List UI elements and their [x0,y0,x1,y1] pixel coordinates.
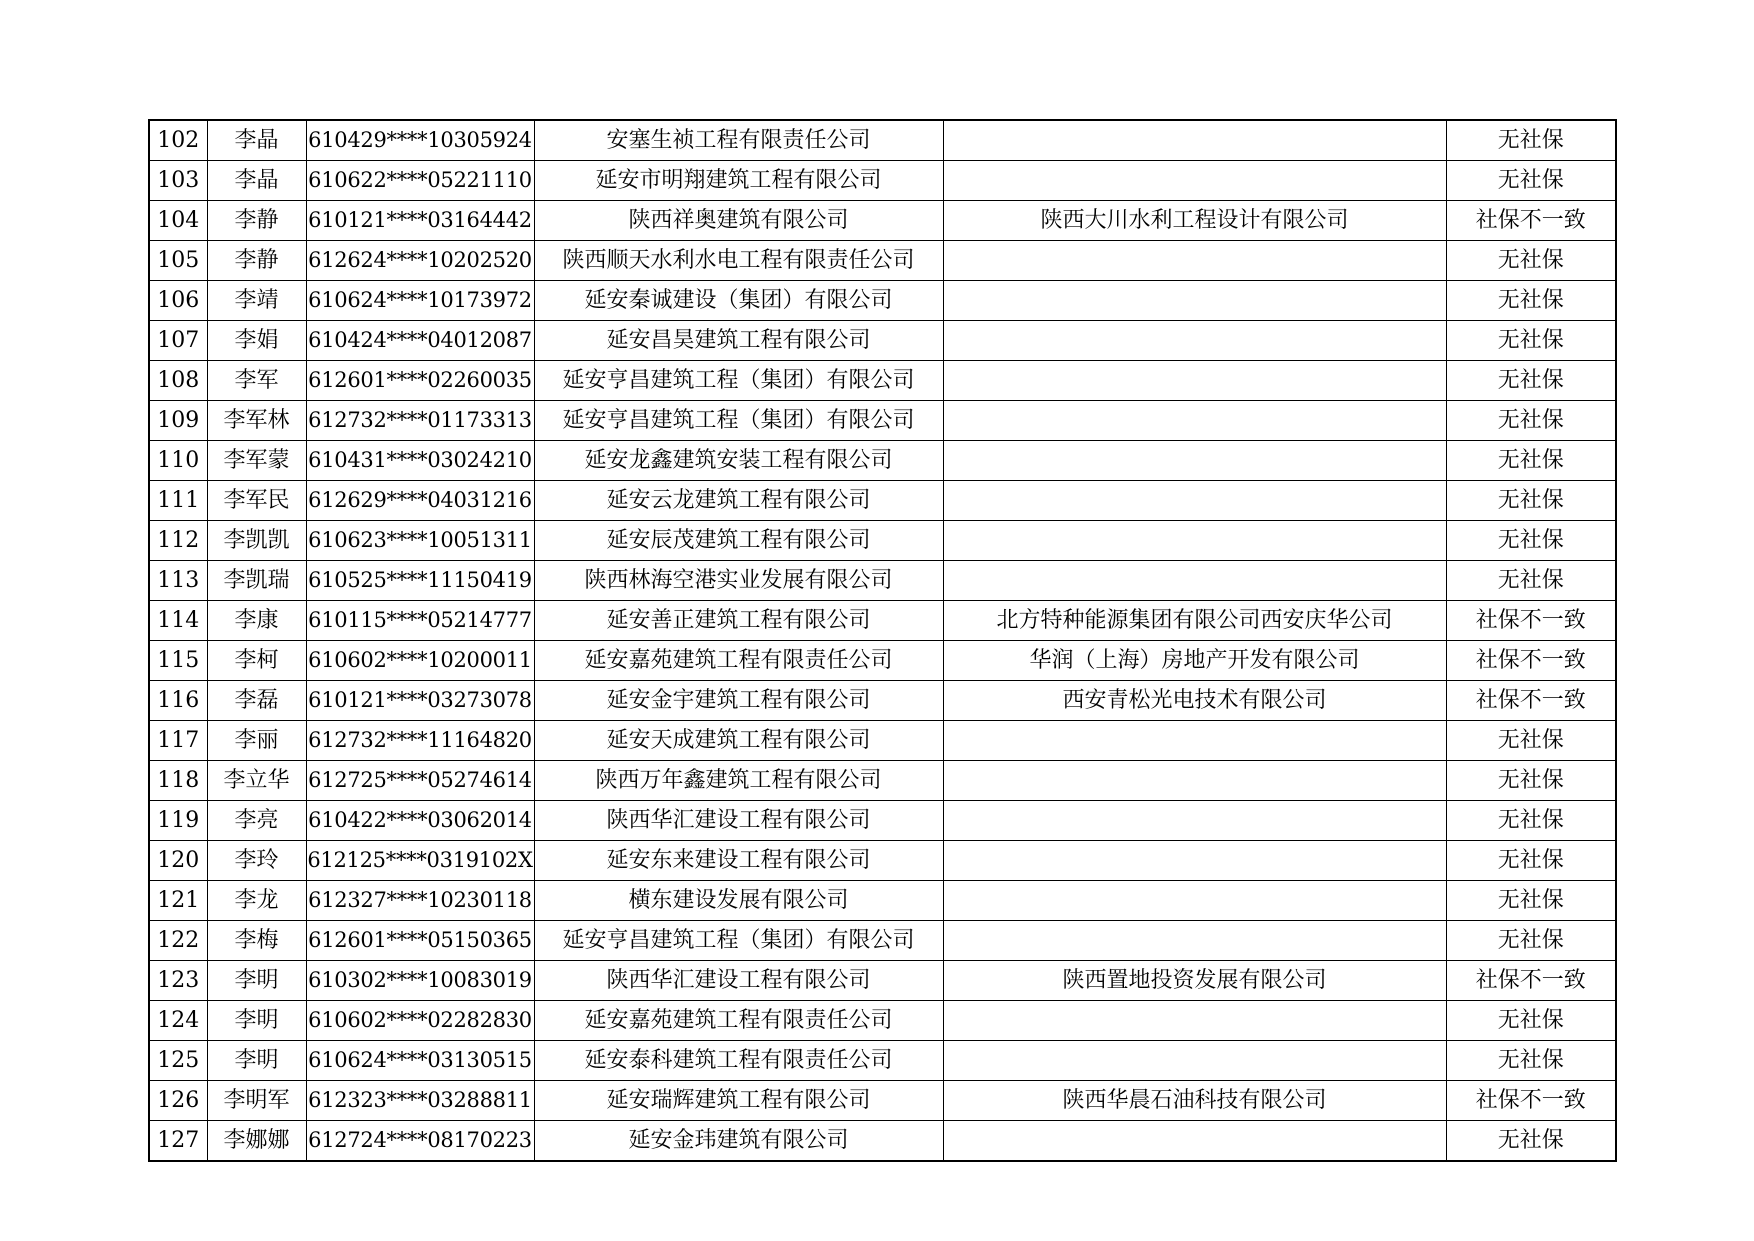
row-number-cell: 119 [149,801,207,841]
registered-company-cell: 延安昌昊建筑工程有限公司 [534,321,943,361]
row-number-cell: 120 [149,841,207,881]
status-cell: 无社保 [1446,561,1616,601]
insured-company-cell: 陕西置地投资发展有限公司 [943,961,1446,1001]
id-number-cell: 612724****08170223 [306,1121,534,1162]
registered-company-cell: 延安嘉苑建筑工程有限责任公司 [534,1001,943,1041]
registered-company-cell: 陕西华汇建设工程有限公司 [534,961,943,1001]
status-cell: 无社保 [1446,361,1616,401]
status-cell: 无社保 [1446,881,1616,921]
row-number-cell: 118 [149,761,207,801]
id-number-cell: 612624****10202520 [306,241,534,281]
table-row [149,921,1616,961]
registered-company-cell: 延安天成建筑工程有限公司 [534,721,943,761]
table-row [149,241,1616,281]
status-cell: 社保不一致 [1446,601,1616,641]
row-number-cell: 116 [149,681,207,721]
row-number-cell: 123 [149,961,207,1001]
id-number-cell: 610302****10083019 [306,961,534,1001]
insured-company-cell: 北方特种能源集团有限公司西安庆华公司 [943,601,1446,641]
row-number-cell: 117 [149,721,207,761]
status-cell: 无社保 [1446,521,1616,561]
registered-company-cell: 延安金玮建筑有限公司 [534,1121,943,1162]
status-cell: 社保不一致 [1446,201,1616,241]
name-cell: 李康 [207,601,306,641]
status-cell: 无社保 [1446,241,1616,281]
row-number-cell: 115 [149,641,207,681]
status-cell: 社保不一致 [1446,961,1616,1001]
insured-company-cell [943,441,1446,481]
table-row [149,881,1616,921]
name-cell: 李龙 [207,881,306,921]
status-cell: 无社保 [1446,120,1616,161]
id-number-cell: 612732****11164820 [306,721,534,761]
registered-company-cell: 陕西顺天水利水电工程有限责任公司 [534,241,943,281]
name-cell: 李静 [207,241,306,281]
insured-company-cell [943,841,1446,881]
name-cell: 李明军 [207,1081,306,1121]
registered-company-cell: 延安云龙建筑工程有限公司 [534,481,943,521]
name-cell: 李静 [207,201,306,241]
name-cell: 李立华 [207,761,306,801]
insured-company-cell [943,321,1446,361]
status-cell: 社保不一致 [1446,681,1616,721]
table-row [149,441,1616,481]
id-number-cell: 612601****02260035 [306,361,534,401]
table-row [149,641,1616,681]
table-row [149,1001,1616,1041]
data-table [148,119,1617,1162]
table-row [149,681,1616,721]
id-number-cell: 612327****10230118 [306,881,534,921]
id-number-cell: 612125****0319102X [306,841,534,881]
row-number-cell: 110 [149,441,207,481]
status-cell: 社保不一致 [1446,641,1616,681]
registered-company-cell: 陕西林海空港实业发展有限公司 [534,561,943,601]
table-row [149,1121,1616,1162]
row-number-cell: 113 [149,561,207,601]
registered-company-cell: 延安善正建筑工程有限公司 [534,601,943,641]
status-cell: 无社保 [1446,1041,1616,1081]
registered-company-cell: 延安辰茂建筑工程有限公司 [534,521,943,561]
status-cell: 无社保 [1446,721,1616,761]
status-cell: 无社保 [1446,921,1616,961]
id-number-cell: 612323****03288811 [306,1081,534,1121]
insured-company-cell [943,521,1446,561]
insured-company-cell [943,1121,1446,1162]
table-row [149,1041,1616,1081]
registered-company-cell: 延安瑞辉建筑工程有限公司 [534,1081,943,1121]
registered-company-cell: 延安亨昌建筑工程（集团）有限公司 [534,401,943,441]
table-row [149,721,1616,761]
insured-company-cell: 西安青松光电技术有限公司 [943,681,1446,721]
registered-company-cell: 延安嘉苑建筑工程有限责任公司 [534,641,943,681]
id-number-cell: 610121****03164442 [306,201,534,241]
table-row [149,801,1616,841]
insured-company-cell [943,721,1446,761]
table-row [149,561,1616,601]
status-cell: 无社保 [1446,481,1616,521]
registered-company-cell: 延安龙鑫建筑安装工程有限公司 [534,441,943,481]
name-cell: 李凯凯 [207,521,306,561]
row-number-cell: 114 [149,601,207,641]
name-cell: 李磊 [207,681,306,721]
id-number-cell: 612725****05274614 [306,761,534,801]
table-row [149,401,1616,441]
name-cell: 李晶 [207,161,306,201]
row-number-cell: 125 [149,1041,207,1081]
registered-company-cell: 延安亨昌建筑工程（集团）有限公司 [534,921,943,961]
registered-company-cell: 延安市明翔建筑工程有限公司 [534,161,943,201]
id-number-cell: 610121****03273078 [306,681,534,721]
table-row [149,601,1616,641]
name-cell: 李明 [207,1041,306,1081]
insured-company-cell: 陕西大川水利工程设计有限公司 [943,201,1446,241]
registered-company-cell: 延安金宇建筑工程有限公司 [534,681,943,721]
registered-company-cell: 安塞生祯工程有限责任公司 [534,120,943,161]
name-cell: 李娟 [207,321,306,361]
name-cell: 李丽 [207,721,306,761]
insured-company-cell [943,1041,1446,1081]
insured-company-cell [943,401,1446,441]
table-row [149,521,1616,561]
insured-company-cell [943,561,1446,601]
name-cell: 李军蒙 [207,441,306,481]
registered-company-cell: 陕西万年鑫建筑工程有限公司 [534,761,943,801]
table-body [149,120,1616,1161]
table-row [149,281,1616,321]
row-number-cell: 108 [149,361,207,401]
insured-company-cell [943,1001,1446,1041]
insured-company-cell [943,761,1446,801]
insured-company-cell [943,801,1446,841]
status-cell: 无社保 [1446,1121,1616,1162]
row-number-cell: 122 [149,921,207,961]
insured-company-cell [943,241,1446,281]
table-row [149,961,1616,1001]
row-number-cell: 127 [149,1121,207,1162]
status-cell: 无社保 [1446,841,1616,881]
status-cell: 无社保 [1446,161,1616,201]
row-number-cell: 126 [149,1081,207,1121]
insured-company-cell [943,361,1446,401]
id-number-cell: 610431****03024210 [306,441,534,481]
id-number-cell: 610422****03062014 [306,801,534,841]
registered-company-cell: 陕西祥奥建筑有限公司 [534,201,943,241]
row-number-cell: 102 [149,120,207,161]
name-cell: 李明 [207,1001,306,1041]
insured-company-cell: 华润（上海）房地产开发有限公司 [943,641,1446,681]
id-number-cell: 610429****10305924 [306,120,534,161]
registered-company-cell: 延安泰科建筑工程有限责任公司 [534,1041,943,1081]
registered-company-cell: 延安东来建设工程有限公司 [534,841,943,881]
status-cell: 社保不一致 [1446,1081,1616,1121]
status-cell: 无社保 [1446,761,1616,801]
id-number-cell: 610623****10051311 [306,521,534,561]
row-number-cell: 107 [149,321,207,361]
id-number-cell: 610622****05221110 [306,161,534,201]
id-number-cell: 610624****10173972 [306,281,534,321]
table-row [149,361,1616,401]
status-cell: 无社保 [1446,321,1616,361]
name-cell: 李玲 [207,841,306,881]
registered-company-cell: 横东建设发展有限公司 [534,881,943,921]
status-cell: 无社保 [1446,1001,1616,1041]
name-cell: 李凯瑞 [207,561,306,601]
status-cell: 无社保 [1446,281,1616,321]
row-number-cell: 112 [149,521,207,561]
row-number-cell: 103 [149,161,207,201]
table-row [149,120,1616,161]
row-number-cell: 121 [149,881,207,921]
status-cell: 无社保 [1446,401,1616,441]
table-row [149,841,1616,881]
row-number-cell: 106 [149,281,207,321]
id-number-cell: 612629****04031216 [306,481,534,521]
insured-company-cell [943,881,1446,921]
table-row [149,201,1616,241]
id-number-cell: 610602****10200011 [306,641,534,681]
insured-company-cell [943,481,1446,521]
name-cell: 李娜娜 [207,1121,306,1162]
table-row [149,481,1616,521]
id-number-cell: 612732****01173313 [306,401,534,441]
name-cell: 李晶 [207,120,306,161]
name-cell: 李军民 [207,481,306,521]
id-number-cell: 610115****05214777 [306,601,534,641]
name-cell: 李柯 [207,641,306,681]
table-row [149,1081,1616,1121]
id-number-cell: 610624****03130515 [306,1041,534,1081]
name-cell: 李靖 [207,281,306,321]
insured-company-cell [943,921,1446,961]
registered-company-cell: 陕西华汇建设工程有限公司 [534,801,943,841]
insured-company-cell: 陕西华晨石油科技有限公司 [943,1081,1446,1121]
table-row [149,161,1616,201]
registered-company-cell: 延安亨昌建筑工程（集团）有限公司 [534,361,943,401]
row-number-cell: 105 [149,241,207,281]
id-number-cell: 610602****02282830 [306,1001,534,1041]
id-number-cell: 610424****04012087 [306,321,534,361]
row-number-cell: 104 [149,201,207,241]
name-cell: 李明 [207,961,306,1001]
insured-company-cell [943,161,1446,201]
insured-company-cell [943,120,1446,161]
name-cell: 李梅 [207,921,306,961]
name-cell: 李军林 [207,401,306,441]
insured-company-cell [943,281,1446,321]
id-number-cell: 610525****11150419 [306,561,534,601]
name-cell: 李亮 [207,801,306,841]
table-row [149,761,1616,801]
registered-company-cell: 延安秦诚建设（集团）有限公司 [534,281,943,321]
id-number-cell: 612601****05150365 [306,921,534,961]
name-cell: 李军 [207,361,306,401]
row-number-cell: 111 [149,481,207,521]
row-number-cell: 109 [149,401,207,441]
status-cell: 无社保 [1446,441,1616,481]
row-number-cell: 124 [149,1001,207,1041]
status-cell: 无社保 [1446,801,1616,841]
table-row [149,321,1616,361]
